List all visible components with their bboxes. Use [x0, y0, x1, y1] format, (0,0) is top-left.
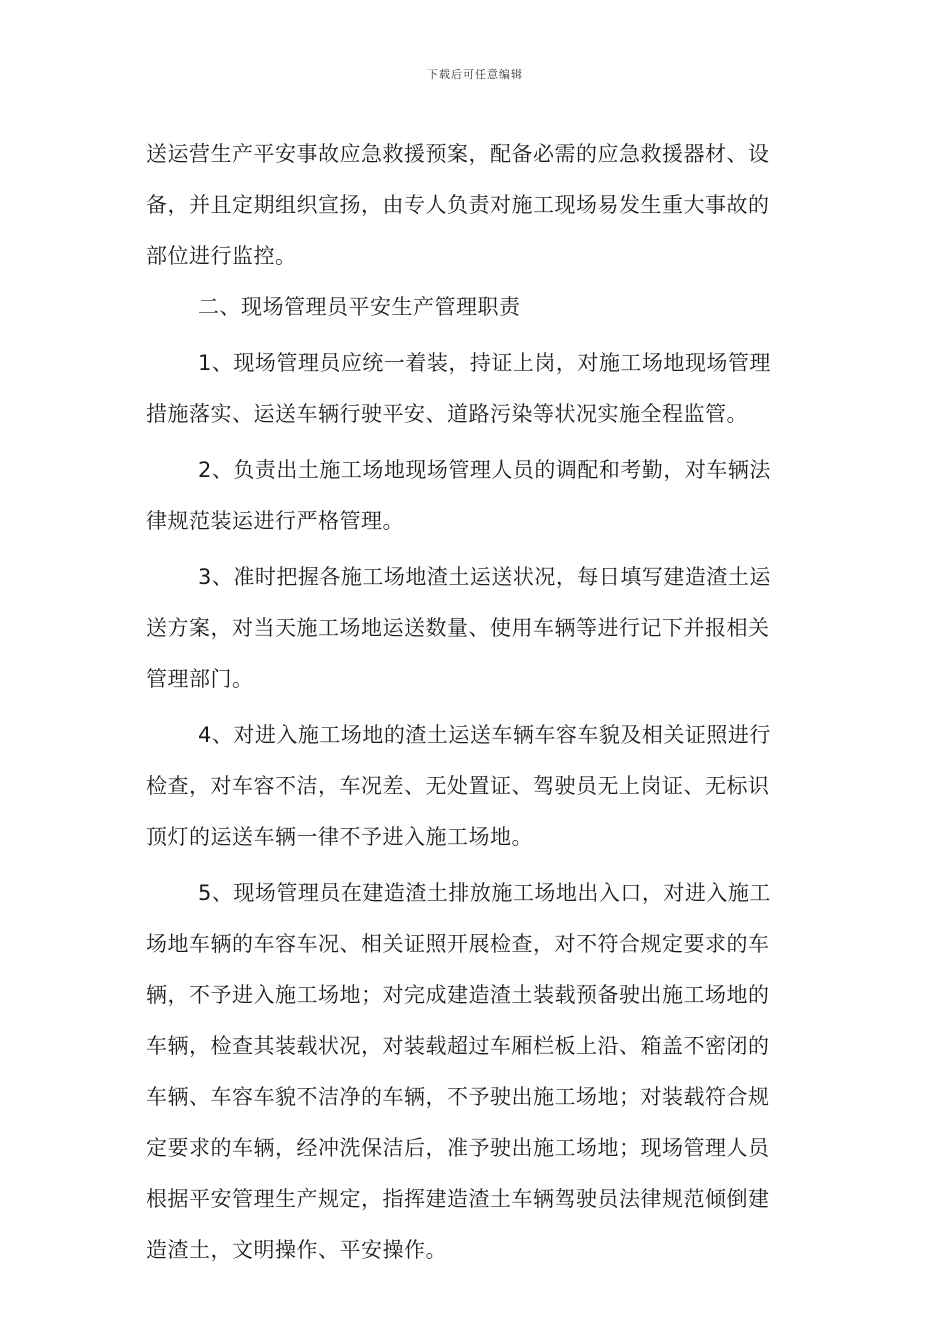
text-line: 律规范装运进行严格管理。: [146, 509, 404, 533]
paragraph: [146, 552, 814, 705]
text-line: 管理部门。: [146, 667, 254, 691]
page-header: 下载后可任意编辑: [427, 68, 523, 81]
text-line: 备，并且定期组织宣扬，由专人负责对施工现场易发生重大事故的: [146, 193, 770, 217]
text-line: 造渣土，文明操作、平安操作。: [146, 1238, 447, 1262]
text-line: 2、负责出土施工场地现场管理人员的调配和考勤，对车辆法: [198, 458, 771, 482]
text-line: 5、现场管理员在建造渣土排放施工场地出入口，对进入施工: [198, 881, 771, 905]
text-line: 场地车辆的车容车况、相关证照开展检查，对不符合规定要求的车: [146, 932, 770, 956]
text-line: 部位进行监控。: [146, 244, 297, 268]
paragraph: [146, 868, 814, 1276]
text-line: 车辆，检查其装载状况，对装载超过车厢栏板上沿、箱盖不密闭的: [146, 1034, 770, 1058]
paragraph: [146, 129, 814, 282]
paragraph: [146, 338, 814, 440]
text-line: 辆，不予进入施工场地；对完成建造渣土装载预备驶出施工场地的: [146, 983, 770, 1007]
text-line: 检查，对车容不洁，车况差、无处置证、驾驶员无上岗证、无标识: [146, 774, 770, 798]
text-line: 车辆、车容车貌不洁净的车辆，不予驶出施工场地；对装载符合规: [146, 1085, 770, 1109]
section-heading: [146, 282, 814, 333]
document-body: [146, 129, 814, 1276]
paragraph: [146, 710, 814, 863]
text-line: 3、准时把握各施工场地渣土运送状况，每日填写建造渣土运: [198, 565, 771, 589]
text-line: 定要求的车辆，经冲洗保洁后，准予驶出施工场地；现场管理人员: [146, 1136, 770, 1160]
paragraph: [146, 445, 814, 547]
text-line: 根据平安管理生产规定，指挥建造渣土车辆驾驶员法律规范倾倒建: [146, 1187, 770, 1211]
text-line: 4、对进入施工场地的渣土运送车辆车容车貌及相关证照进行: [198, 723, 771, 747]
text-line: 送方案，对当天施工场地运送数量、使用车辆等进行记下并报相关: [146, 616, 770, 640]
text-line: 1、现场管理员应统一着装，持证上岗，对施工场地现场管理: [198, 351, 771, 375]
text-line: 送运营生产平安事故应急救援预案，配备必需的应急救援器材、设: [146, 142, 770, 166]
text-line: 措施落实、运送车辆行驶平安、道路污染等状况实施全程监管。: [146, 402, 748, 426]
text-line: 顶灯的运送车辆一律不予进入施工场地。: [146, 825, 533, 849]
heading-text: 二、现场管理员平安生产管理职责: [198, 295, 521, 319]
